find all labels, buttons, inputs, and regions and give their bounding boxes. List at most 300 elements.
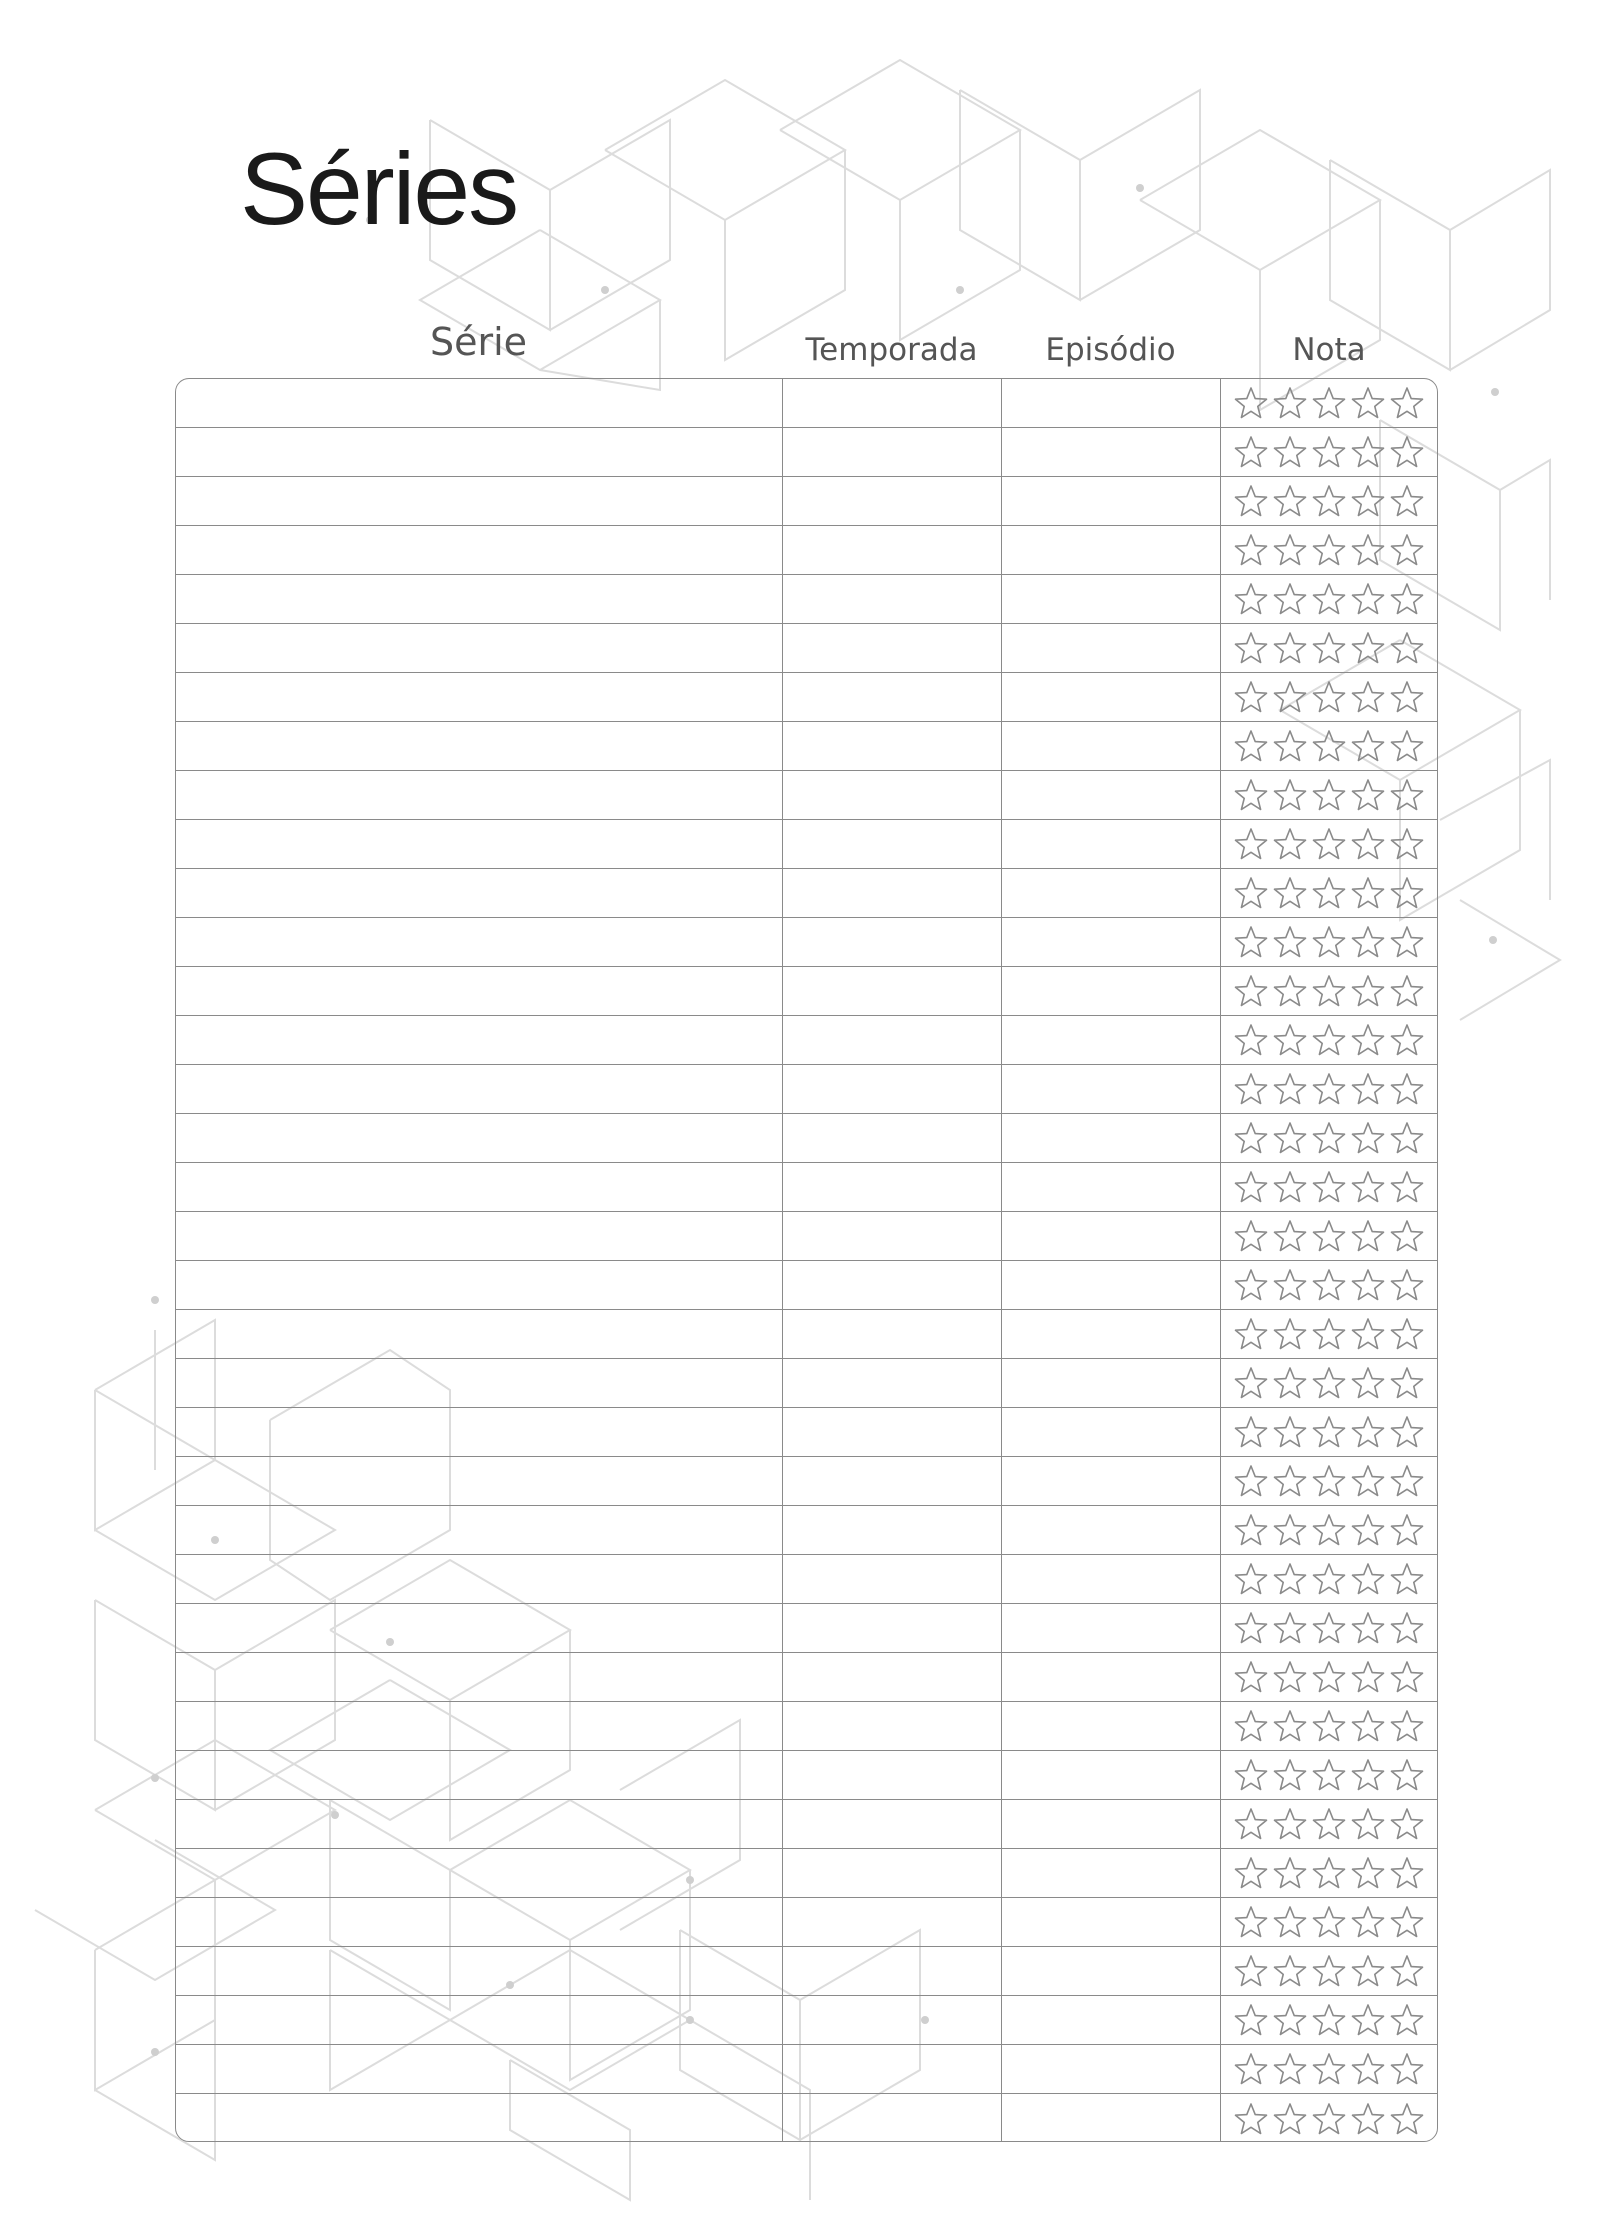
serie-cell[interactable] [176,1751,783,1799]
table-row [176,1114,1437,1163]
star-outline-icon[interactable] [1390,1415,1424,1449]
episodio-cell[interactable] [1002,722,1221,770]
star-outline-icon[interactable] [1312,484,1346,518]
star-outline-icon[interactable] [1351,876,1385,910]
star-outline-icon[interactable] [1273,1660,1307,1694]
star-outline-icon[interactable] [1351,1807,1385,1841]
temporada-cell[interactable] [783,575,1002,623]
star-outline-icon[interactable] [1351,680,1385,714]
serie-cell[interactable] [176,1898,783,1946]
table-row [176,1604,1437,1653]
star-outline-icon[interactable] [1312,582,1346,616]
star-outline-icon[interactable] [1351,1954,1385,1988]
temporada-cell[interactable] [783,428,1002,476]
temporada-cell[interactable] [783,722,1002,770]
temporada-cell[interactable] [783,2045,1002,2093]
rating-cell [1221,1604,1437,1652]
star-outline-icon[interactable] [1234,1611,1268,1645]
episodio-cell[interactable] [1002,967,1221,1015]
star-outline-icon[interactable] [1351,1121,1385,1155]
star-outline-icon[interactable] [1312,1268,1346,1302]
star-outline-icon[interactable] [1234,1219,1268,1253]
star-outline-icon[interactable] [1312,2102,1346,2136]
star-outline-icon[interactable] [1351,1219,1385,1253]
star-outline-icon[interactable] [1390,974,1424,1008]
star-outline-icon[interactable] [1273,680,1307,714]
serie-cell[interactable] [176,1947,783,1995]
serie-cell[interactable] [176,2045,783,2093]
star-outline-icon[interactable] [1351,1464,1385,1498]
star-outline-icon[interactable] [1390,1709,1424,1743]
serie-cell[interactable] [176,1212,783,1260]
star-outline-icon[interactable] [1234,778,1268,812]
rating-cell [1221,918,1437,966]
star-outline-icon[interactable] [1273,2102,1307,2136]
star-outline-icon[interactable] [1273,484,1307,518]
star-outline-icon[interactable] [1234,484,1268,518]
serie-cell[interactable] [176,1996,783,2044]
star-outline-icon[interactable] [1390,2052,1424,2086]
star-outline-icon[interactable] [1234,1562,1268,1596]
episodio-cell[interactable] [1002,1800,1221,1848]
star-outline-icon[interactable] [1234,1856,1268,1890]
star-outline-icon[interactable] [1234,386,1268,420]
star-outline-icon[interactable] [1390,1513,1424,1547]
serie-cell[interactable] [176,1457,783,1505]
serie-cell[interactable] [176,722,783,770]
temporada-cell[interactable] [783,869,1002,917]
star-outline-icon[interactable] [1273,582,1307,616]
serie-cell[interactable] [176,1653,783,1701]
temporada-cell[interactable] [783,1996,1002,2044]
serie-cell[interactable] [176,967,783,1015]
star-outline-icon[interactable] [1234,729,1268,763]
rating-cell [1221,1163,1437,1211]
serie-cell[interactable] [176,1849,783,1897]
star-outline-icon[interactable] [1312,974,1346,1008]
star-outline-icon[interactable] [1234,974,1268,1008]
star-outline-icon[interactable] [1390,729,1424,763]
star-outline-icon[interactable] [1351,1758,1385,1792]
star-outline-icon[interactable] [1234,1954,1268,1988]
temporada-cell[interactable] [783,2094,1002,2142]
star-outline-icon[interactable] [1312,2052,1346,2086]
star-outline-icon[interactable] [1273,1415,1307,1449]
episodio-cell[interactable] [1002,771,1221,819]
episodio-cell[interactable] [1002,1604,1221,1652]
star-outline-icon[interactable] [1351,484,1385,518]
temporada-cell[interactable] [783,1702,1002,1750]
star-outline-icon[interactable] [1351,435,1385,469]
star-outline-icon[interactable] [1351,1023,1385,1057]
temporada-cell[interactable] [783,1751,1002,1799]
star-outline-icon[interactable] [1351,533,1385,567]
temporada-cell[interactable] [783,1506,1002,1554]
star-outline-icon[interactable] [1234,680,1268,714]
episodio-cell[interactable] [1002,1653,1221,1701]
episodio-cell[interactable] [1002,2045,1221,2093]
star-outline-icon[interactable] [1390,1072,1424,1106]
star-outline-icon[interactable] [1273,1464,1307,1498]
episodio-cell[interactable] [1002,1261,1221,1309]
star-outline-icon[interactable] [1351,1709,1385,1743]
episodio-cell[interactable] [1002,1212,1221,1260]
star-outline-icon[interactable] [1351,1317,1385,1351]
episodio-cell[interactable] [1002,1016,1221,1064]
star-outline-icon[interactable] [1273,1562,1307,1596]
episodio-cell[interactable] [1002,1163,1221,1211]
star-outline-icon[interactable] [1234,1072,1268,1106]
star-outline-icon[interactable] [1351,2003,1385,2037]
serie-cell[interactable] [176,918,783,966]
star-outline-icon[interactable] [1273,925,1307,959]
temporada-cell[interactable] [783,1555,1002,1603]
star-outline-icon[interactable] [1234,1660,1268,1694]
star-outline-icon[interactable] [1351,1415,1385,1449]
star-outline-icon[interactable] [1390,827,1424,861]
star-outline-icon[interactable] [1390,1121,1424,1155]
star-outline-icon[interactable] [1312,1317,1346,1351]
temporada-cell[interactable] [783,1114,1002,1162]
star-outline-icon[interactable] [1234,1758,1268,1792]
star-outline-icon[interactable] [1234,925,1268,959]
column-header-temporada: Temporada [805,332,978,368]
star-outline-icon[interactable] [1312,1366,1346,1400]
star-outline-icon[interactable] [1312,631,1346,665]
star-outline-icon[interactable] [1312,1513,1346,1547]
serie-cell[interactable] [176,1065,783,1113]
episodio-cell[interactable] [1002,1359,1221,1407]
serie-cell[interactable] [176,1261,783,1309]
star-outline-icon[interactable] [1312,1954,1346,1988]
star-outline-icon[interactable] [1390,1611,1424,1645]
star-outline-icon[interactable] [1273,386,1307,420]
serie-cell[interactable] [176,1016,783,1064]
star-outline-icon[interactable] [1390,1219,1424,1253]
star-outline-icon[interactable] [1390,582,1424,616]
episodio-cell[interactable] [1002,1310,1221,1358]
star-outline-icon[interactable] [1312,435,1346,469]
star-outline-icon[interactable] [1234,533,1268,567]
temporada-cell[interactable] [783,673,1002,721]
temporada-cell[interactable] [783,526,1002,574]
star-outline-icon[interactable] [1273,1856,1307,1890]
star-outline-icon[interactable] [1351,1562,1385,1596]
temporada-cell[interactable] [783,820,1002,868]
temporada-cell[interactable] [783,1849,1002,1897]
episodio-cell[interactable] [1002,1065,1221,1113]
episodio-cell[interactable] [1002,1996,1221,2044]
star-outline-icon[interactable] [1273,876,1307,910]
rating-cell [1221,1800,1437,1848]
star-outline-icon[interactable] [1234,2003,1268,2037]
star-outline-icon[interactable] [1234,1513,1268,1547]
star-outline-icon[interactable] [1273,1954,1307,1988]
star-outline-icon[interactable] [1390,1905,1424,1939]
star-outline-icon[interactable] [1351,582,1385,616]
star-outline-icon[interactable] [1273,533,1307,567]
star-outline-icon[interactable] [1312,876,1346,910]
star-outline-icon[interactable] [1234,582,1268,616]
star-outline-icon[interactable] [1234,2052,1268,2086]
temporada-cell[interactable] [783,1310,1002,1358]
episodio-cell[interactable] [1002,526,1221,574]
serie-cell[interactable] [176,820,783,868]
episodio-cell[interactable] [1002,2094,1221,2142]
star-outline-icon[interactable] [1273,1072,1307,1106]
star-outline-icon[interactable] [1273,1317,1307,1351]
episodio-cell[interactable] [1002,624,1221,672]
star-outline-icon[interactable] [1234,876,1268,910]
star-outline-icon[interactable] [1312,1758,1346,1792]
column-header-episodio: Episódio [1045,332,1176,368]
episodio-cell[interactable] [1002,918,1221,966]
star-outline-icon[interactable] [1234,1023,1268,1057]
star-outline-icon[interactable] [1273,2003,1307,2037]
star-outline-icon[interactable] [1351,1513,1385,1547]
star-outline-icon[interactable] [1351,778,1385,812]
star-outline-icon[interactable] [1390,680,1424,714]
star-outline-icon[interactable] [1312,1121,1346,1155]
star-outline-icon[interactable] [1351,827,1385,861]
star-outline-icon[interactable] [1273,1023,1307,1057]
star-outline-icon[interactable] [1351,925,1385,959]
serie-cell[interactable] [176,1506,783,1554]
table-row [176,722,1437,771]
star-outline-icon[interactable] [1312,1219,1346,1253]
star-outline-icon[interactable] [1234,1170,1268,1204]
temporada-cell[interactable] [783,379,1002,427]
star-outline-icon[interactable] [1273,435,1307,469]
serie-cell[interactable] [176,1702,783,1750]
star-outline-icon[interactable] [1273,1807,1307,1841]
star-outline-icon[interactable] [1390,925,1424,959]
star-outline-icon[interactable] [1312,778,1346,812]
temporada-cell[interactable] [783,918,1002,966]
star-outline-icon[interactable] [1273,1905,1307,1939]
episodio-cell[interactable] [1002,869,1221,917]
serie-cell[interactable] [176,1163,783,1211]
star-outline-icon[interactable] [1273,631,1307,665]
star-outline-icon[interactable] [1390,1856,1424,1890]
star-outline-icon[interactable] [1234,1905,1268,1939]
star-outline-icon[interactable] [1312,1023,1346,1057]
star-outline-icon[interactable] [1234,2102,1268,2136]
episodio-cell[interactable] [1002,1114,1221,1162]
star-outline-icon[interactable] [1312,1072,1346,1106]
episodio-cell[interactable] [1002,1457,1221,1505]
rating-cell [1221,1261,1437,1309]
star-outline-icon[interactable] [1390,1464,1424,1498]
star-outline-icon[interactable] [1312,1415,1346,1449]
serie-cell[interactable] [176,1359,783,1407]
star-outline-icon[interactable] [1273,1121,1307,1155]
star-outline-icon[interactable] [1273,1219,1307,1253]
temporada-cell[interactable] [783,771,1002,819]
temporada-cell[interactable] [783,1408,1002,1456]
star-outline-icon[interactable] [1312,1562,1346,1596]
temporada-cell[interactable] [783,1604,1002,1652]
star-outline-icon[interactable] [1351,974,1385,1008]
star-outline-icon[interactable] [1351,1268,1385,1302]
temporada-cell[interactable] [783,1163,1002,1211]
episodio-cell[interactable] [1002,1555,1221,1603]
star-outline-icon[interactable] [1273,974,1307,1008]
episodio-cell[interactable] [1002,1702,1221,1750]
star-outline-icon[interactable] [1390,435,1424,469]
star-outline-icon[interactable] [1390,876,1424,910]
star-outline-icon[interactable] [1390,778,1424,812]
star-outline-icon[interactable] [1234,1121,1268,1155]
star-outline-icon[interactable] [1273,827,1307,861]
episodio-cell[interactable] [1002,820,1221,868]
star-outline-icon[interactable] [1390,1268,1424,1302]
star-outline-icon[interactable] [1351,1660,1385,1694]
star-outline-icon[interactable] [1312,533,1346,567]
temporada-cell[interactable] [783,624,1002,672]
episodio-cell[interactable] [1002,1849,1221,1897]
star-outline-icon[interactable] [1351,1366,1385,1400]
table-row [176,673,1437,722]
star-outline-icon[interactable] [1390,1366,1424,1400]
star-outline-icon[interactable] [1390,1023,1424,1057]
star-outline-icon[interactable] [1234,1366,1268,1400]
star-outline-icon[interactable] [1390,386,1424,420]
serie-cell[interactable] [176,2094,783,2142]
star-outline-icon[interactable] [1312,1464,1346,1498]
star-outline-icon[interactable] [1351,631,1385,665]
episodio-cell[interactable] [1002,1506,1221,1554]
star-outline-icon[interactable] [1273,1366,1307,1400]
star-outline-icon[interactable] [1234,435,1268,469]
star-outline-icon[interactable] [1390,1562,1424,1596]
star-outline-icon[interactable] [1390,1660,1424,1694]
star-outline-icon[interactable] [1390,533,1424,567]
star-outline-icon[interactable] [1351,729,1385,763]
star-outline-icon[interactable] [1351,1856,1385,1890]
star-outline-icon[interactable] [1312,925,1346,959]
star-outline-icon[interactable] [1312,386,1346,420]
star-outline-icon[interactable] [1390,2102,1424,2136]
serie-cell[interactable] [176,869,783,917]
temporada-cell[interactable] [783,1065,1002,1113]
episodio-cell[interactable] [1002,1751,1221,1799]
temporada-cell[interactable] [783,1653,1002,1701]
star-outline-icon[interactable] [1390,484,1424,518]
temporada-cell[interactable] [783,1261,1002,1309]
star-outline-icon[interactable] [1273,1611,1307,1645]
star-outline-icon[interactable] [1234,1807,1268,1841]
star-outline-icon[interactable] [1273,729,1307,763]
star-outline-icon[interactable] [1273,778,1307,812]
star-outline-icon[interactable] [1390,1170,1424,1204]
temporada-cell[interactable] [783,1359,1002,1407]
episodio-cell[interactable] [1002,1898,1221,1946]
serie-cell[interactable] [176,428,783,476]
episodio-cell[interactable] [1002,428,1221,476]
serie-cell[interactable] [176,1114,783,1162]
star-outline-icon[interactable] [1234,1464,1268,1498]
star-outline-icon[interactable] [1351,1905,1385,1939]
temporada-cell[interactable] [783,1947,1002,1995]
star-outline-icon[interactable] [1234,631,1268,665]
serie-cell[interactable] [176,624,783,672]
star-outline-icon[interactable] [1312,1611,1346,1645]
serie-cell[interactable] [176,526,783,574]
star-outline-icon[interactable] [1273,1170,1307,1204]
star-outline-icon[interactable] [1390,2003,1424,2037]
star-outline-icon[interactable] [1351,1072,1385,1106]
temporada-cell[interactable] [783,1800,1002,1848]
serie-cell[interactable] [176,771,783,819]
star-outline-icon[interactable] [1351,386,1385,420]
serie-cell[interactable] [176,477,783,525]
star-outline-icon[interactable] [1273,1513,1307,1547]
star-outline-icon[interactable] [1234,1317,1268,1351]
star-outline-icon[interactable] [1390,1758,1424,1792]
serie-cell[interactable] [176,1310,783,1358]
star-outline-icon[interactable] [1390,1807,1424,1841]
serie-cell[interactable] [176,575,783,623]
star-outline-icon[interactable] [1312,1660,1346,1694]
episodio-cell[interactable] [1002,1947,1221,1995]
table-row [176,575,1437,624]
star-outline-icon[interactable] [1312,680,1346,714]
star-outline-icon[interactable] [1390,1954,1424,1988]
serie-cell[interactable] [176,1408,783,1456]
star-outline-icon[interactable] [1351,1611,1385,1645]
star-outline-icon[interactable] [1273,1709,1307,1743]
episodio-cell[interactable] [1002,575,1221,623]
episodio-cell[interactable] [1002,379,1221,427]
temporada-cell[interactable] [783,1898,1002,1946]
star-outline-icon[interactable] [1234,1415,1268,1449]
temporada-cell[interactable] [783,477,1002,525]
star-outline-icon[interactable] [1390,631,1424,665]
temporada-cell[interactable] [783,967,1002,1015]
serie-cell[interactable] [176,673,783,721]
serie-cell[interactable] [176,379,783,427]
star-outline-icon[interactable] [1351,1170,1385,1204]
star-outline-icon[interactable] [1312,2003,1346,2037]
star-outline-icon[interactable] [1273,2052,1307,2086]
star-outline-icon[interactable] [1312,1807,1346,1841]
serie-cell[interactable] [176,1604,783,1652]
episodio-cell[interactable] [1002,477,1221,525]
temporada-cell[interactable] [783,1016,1002,1064]
temporada-cell[interactable] [783,1212,1002,1260]
star-outline-icon[interactable] [1312,827,1346,861]
episodio-cell[interactable] [1002,673,1221,721]
star-outline-icon[interactable] [1273,1758,1307,1792]
temporada-cell[interactable] [783,1457,1002,1505]
star-outline-icon[interactable] [1312,729,1346,763]
star-outline-icon[interactable] [1390,1317,1424,1351]
episodio-cell[interactable] [1002,1408,1221,1456]
star-outline-icon[interactable] [1312,1709,1346,1743]
star-outline-icon[interactable] [1234,827,1268,861]
star-outline-icon[interactable] [1273,1268,1307,1302]
serie-cell[interactable] [176,1555,783,1603]
star-outline-icon[interactable] [1234,1268,1268,1302]
star-outline-icon[interactable] [1351,2102,1385,2136]
star-outline-icon[interactable] [1312,1170,1346,1204]
serie-cell[interactable] [176,1800,783,1848]
star-outline-icon[interactable] [1351,2052,1385,2086]
star-outline-icon[interactable] [1234,1709,1268,1743]
star-outline-icon[interactable] [1312,1856,1346,1890]
star-outline-icon[interactable] [1312,1905,1346,1939]
